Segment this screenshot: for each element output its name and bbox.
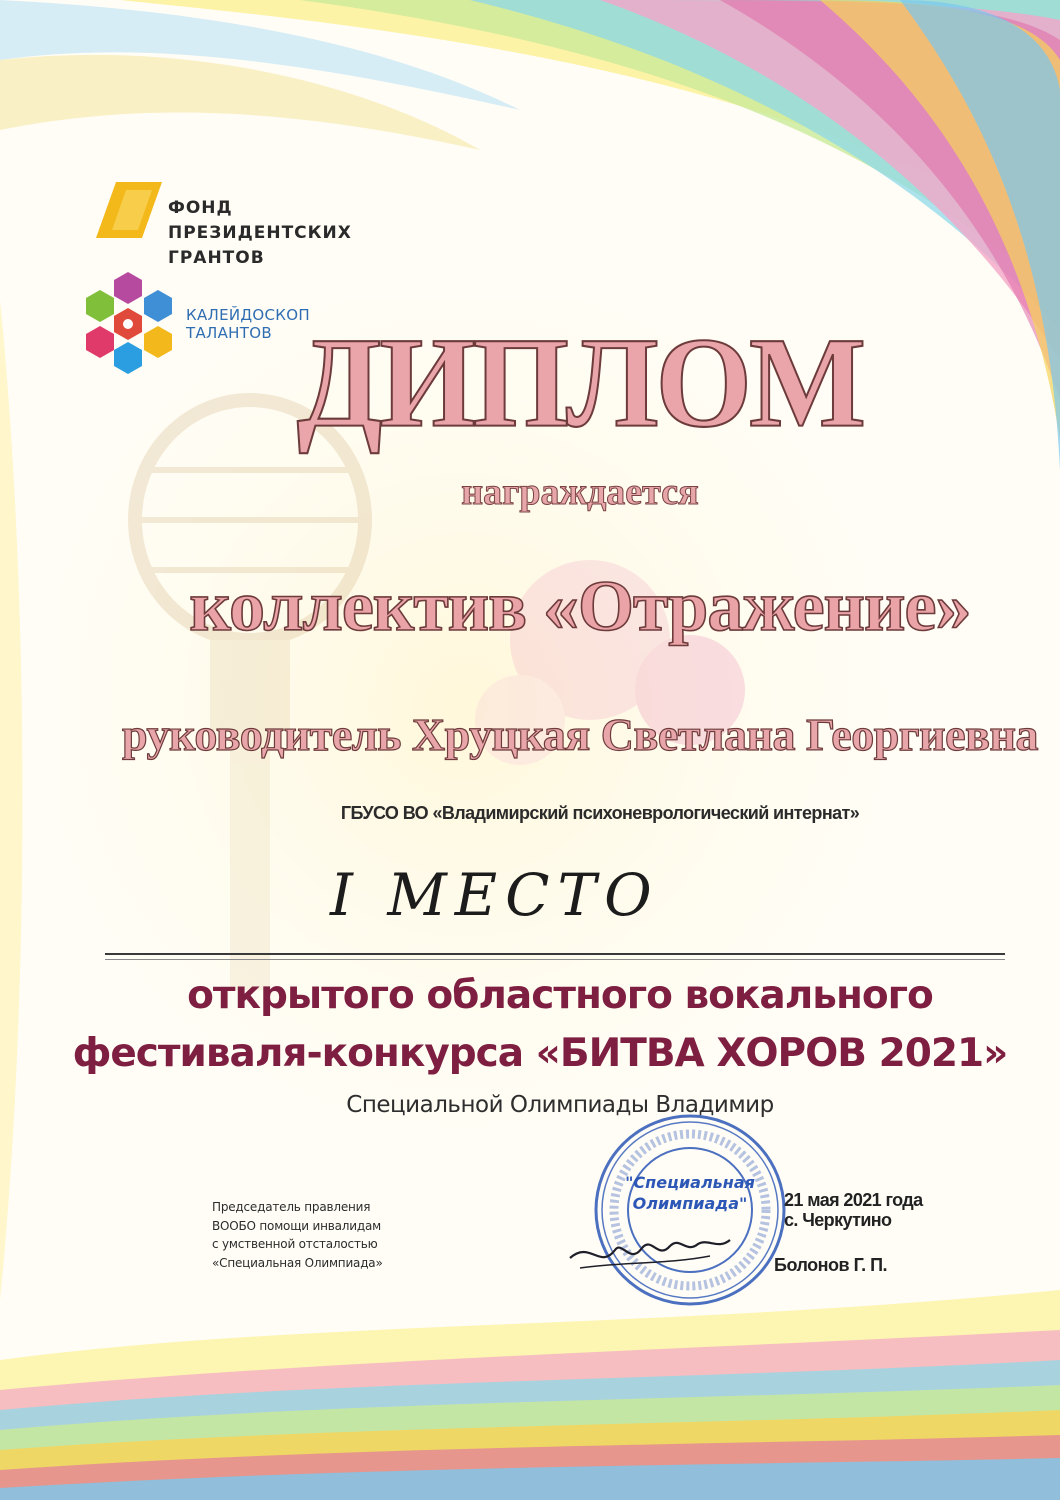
festival-line-1: открытого областного вокального xyxy=(187,973,933,1018)
leader-name: руководитель Хруцкая Светлана Георгиевна xyxy=(122,709,1038,760)
awarded-label: награждается xyxy=(461,471,699,513)
special-olympics-line: Специальной Олимпиады Владимир xyxy=(346,1092,774,1118)
signature-icon xyxy=(560,1210,760,1290)
handwritten-place: I МЕСТО xyxy=(330,861,660,929)
stamp-line-1: "Специальная xyxy=(625,1173,755,1192)
stamp-line-2: Олимпиада" xyxy=(632,1194,748,1213)
signer-name: Болонов Г. П. xyxy=(774,1255,888,1275)
collective-name: коллектив «Отражение» xyxy=(189,566,971,646)
chairman-title: Председатель правления ВООБО помощи инвалидам с умственной отсталостью «Специальная Олимпиада» xyxy=(212,1200,383,1270)
festival-line-2: фестиваля-конкурса «БИТВА ХОРОВ 2021» xyxy=(72,1031,1008,1076)
diploma-title: ДИПЛОМ xyxy=(296,311,864,454)
organization-name: ГБУСО ВО «Владимирский психоневрологический интернат» xyxy=(340,803,860,823)
kaleidoscope-talents-name: КАЛЕЙДОСКОП ТАЛАНТОВ xyxy=(186,306,310,342)
presidential-grants-logo-icon xyxy=(96,182,162,238)
place-underline-secondary xyxy=(105,959,1005,960)
place-underline xyxy=(105,953,1005,955)
presidential-grants-fund-name: ФОНД ПРЕЗИДЕНТСКИХ ГРАНТОВ xyxy=(168,198,352,268)
kaleidoscope-hexagons-logo-icon xyxy=(80,268,186,376)
date-and-place: 21 мая 2021 года с. Черкутино xyxy=(784,1190,923,1230)
